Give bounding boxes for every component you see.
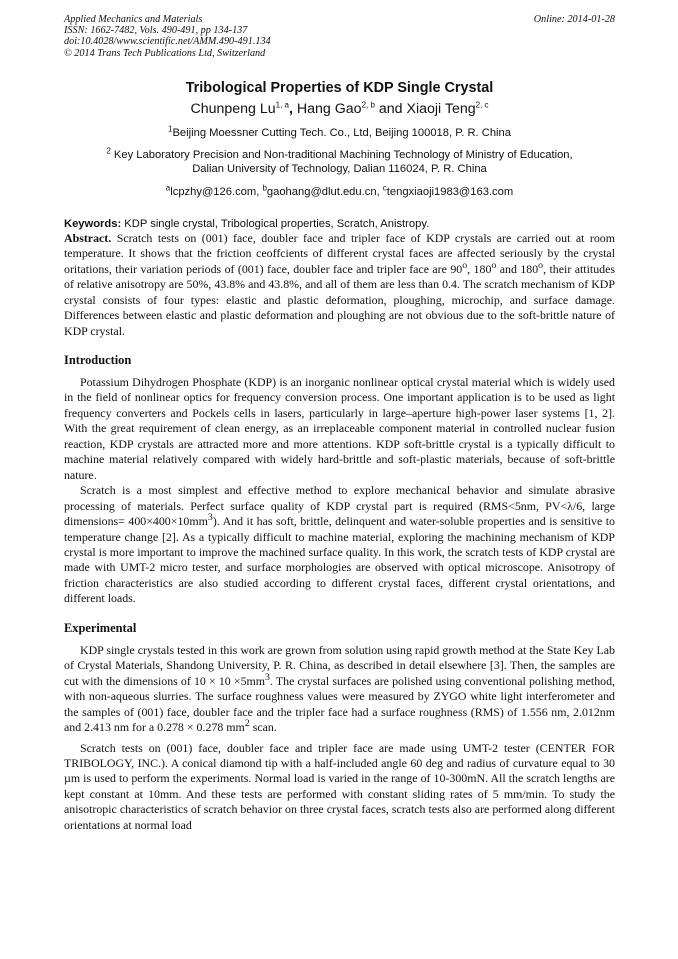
author-separator: ,	[289, 100, 293, 117]
introduction-paragraph-1: Potassium Dihydrogen Phosphate (KDP) is an inorganic nonlinear optical crystal material which is widely used in the field of nonlinear optics for frequency conversion process. One important application is to be used as light frequency converters and Pockels cells in lasers, particularly in large–aperture high-power laser systems [1, 2]. With the great requirement of clean energy, as an irreplaceable component material in controlled nuclear fusion reaction, KDP crystals are attracted more and more attentions. KDP soft-brittle crystal is a typically difficult to machine material relatively compared with widely hard-brittle and soft-plastic materials, because of soft-brittle nature.	[64, 374, 615, 482]
exp-p1-sup-2: 2	[244, 718, 250, 730]
abstract-label: Abstract.	[64, 230, 112, 245]
email-a[interactable]: lcpzhy@126.com,	[170, 185, 263, 198]
exp-p1-text-a: KDP single crystals tested in this work are grown from solution using rapid growth method at the State Key Lab of Crystal Materials, Shandong University, P. R. China, as described in detail elsewhere [3]. Then, the samples are cut with the dimensions of 10 × 10 ×5mm	[64, 642, 615, 688]
email-c-sup: c	[382, 183, 387, 193]
email-b-sup: b	[262, 183, 267, 193]
author-2-sup: 2, b	[361, 100, 375, 110]
author-emails	[64, 185, 615, 199]
aff-1-sup: 1	[168, 124, 173, 134]
degree-sup-3: o	[538, 259, 544, 271]
author-2: Hang Gao	[292, 100, 362, 117]
exp-p1-text-b: . The crystal surfaces are polished using conventional polishing method, with non-aqueous slurries. The surface roughness values were measured by ZYGO white light interferometer and the samples of (001) face, doubler face and the tripler face had a surface roughness (RMS) of 1.556 nm, 2.012nm and 2.413 nm for a 0.278 × 0.278 mm	[64, 673, 615, 735]
journal-header	[64, 14, 615, 59]
intro-p2-text-a: Scratch is a most simplest and effective method to explore mechanical behavior and simulate abrasive processing of materials. Perfect surface quality of KDP crystal part is required (RMS<5nm, PV<λ/6, large dimensions= 400×400×10mm	[64, 483, 615, 529]
keywords-text: KDP single crystal, Tribological properties, Scratch, Anistropy.	[121, 217, 430, 230]
email-b[interactable]: gaohang@dlut.edu.cn,	[266, 185, 383, 198]
aff-2-line-2: Dalian University of Technology, Dalian 116024, P. R. China	[192, 162, 487, 175]
exp-p1-text-c: scan.	[249, 720, 277, 735]
abstract-text-2: , 180	[467, 261, 492, 276]
abstract	[64, 231, 615, 339]
abstract-text-3: and 180	[496, 261, 539, 276]
intro-p2-text-b: ). And it has soft, brittle, delinquent and water-soluble properties and is sensitive to temperature change [2]. As a typically difficult to machine material, exploring the machining mechanism of KDP crystal is more important to improve the machined surface quality. In this work, the scratch tests of KDP crystal are made with UMT-2 micro tester, and surface morphologies are observed with optical microscope. Anisotropy of friction characteristics are also studied according to different crystal faces, different crystal orientations, and different loads.	[64, 514, 616, 606]
journal-copyright: © 2014 Trans Tech Publications Ltd, Switzerland	[64, 47, 266, 59]
keywords	[64, 217, 615, 231]
experimental-paragraph-1	[64, 643, 615, 736]
author-3-sup: 2, c	[475, 100, 489, 110]
introduction-heading: Introduction	[64, 352, 132, 367]
paper-title: Tribological Properties of KDP Single Crystal	[185, 79, 494, 96]
journal-doi: doi:10.4028/www.scientific.net/AMM.490-491.134	[64, 36, 271, 48]
author-list	[64, 100, 615, 118]
journal-issn: ISSN: 1662-7482, Vols. 490-491, pp 134-137	[64, 25, 248, 37]
degree-sup-2: o	[491, 259, 497, 271]
keywords-label: Keywords:	[64, 217, 122, 230]
aff-2-line-1: Key Laboratory Precision and Non-traditional Machining Technology of Ministry of Education,	[110, 148, 573, 161]
journal-name: Applied Mechanics and Materials	[64, 14, 203, 25]
online-date: Online: 2014-01-28	[533, 14, 615, 25]
email-c[interactable]: tengxiaoji1983@163.com	[386, 185, 514, 198]
email-a-sup: a	[165, 183, 171, 193]
degree-sup-1: o	[462, 259, 468, 271]
intro-p2-sup: 3	[207, 512, 213, 524]
abstract-text-4: , their attitudes of relative anisotropy are 50%, 43.8% and 43.8%, and all of them are less than 0.4. The scratch mechanism of KDP crystal consists of four types: elastic and plastic deformation, ploughing, microchip, and surface damage. Differences between elastic and plastic deformation and ploughing are not obvious due to the soft-brittle nature of KDP crystal.	[64, 261, 615, 338]
affiliation-2	[64, 148, 615, 176]
author-1-sup: 1, a	[275, 100, 289, 110]
aff-2-sup: 2	[106, 146, 111, 156]
introduction-paragraph-2	[64, 483, 615, 607]
experimental-paragraph-2: Scratch tests on (001) face, doubler face and tripler face are made using UMT-2 tester (CENTER FOR TRIBOLOGY, INC.). A conical diamond tip with a half-included angle 60 deg and radius of curvature equal to 30 µm is used to perform the experiments. Normal load is varied in the range of 10-300mN. All the scratch lengths are kept constant at 10mm. And these tests are performed with constant sliding rates of 5 mm/min. To study the anisotropic characteristics of scratch behavior on three crystal faces, scratch tests also are performed along different orientations at normal load	[64, 740, 615, 832]
author-1: Chunpeng Lu	[190, 100, 276, 117]
experimental-heading: Experimental	[64, 620, 137, 635]
affiliation-1	[64, 126, 615, 140]
abstract-text-1: Scratch tests on (001) face, doubler face and tripler face of KDP crystals are carried out at room temperature. It shows that the friction ceoffcients of different crystal faces are affected seriously by the crystal oritations, their variation periods of (001) face, doubler face and tripler face are 90	[64, 230, 615, 276]
exp-p1-sup-1: 3	[265, 671, 270, 683]
aff-1-text: Beijing Moessner Cutting Tech. Co., Ltd, Beijing 100018, P. R. China	[172, 126, 511, 139]
author-3: and Xiaoji Teng	[374, 100, 476, 117]
